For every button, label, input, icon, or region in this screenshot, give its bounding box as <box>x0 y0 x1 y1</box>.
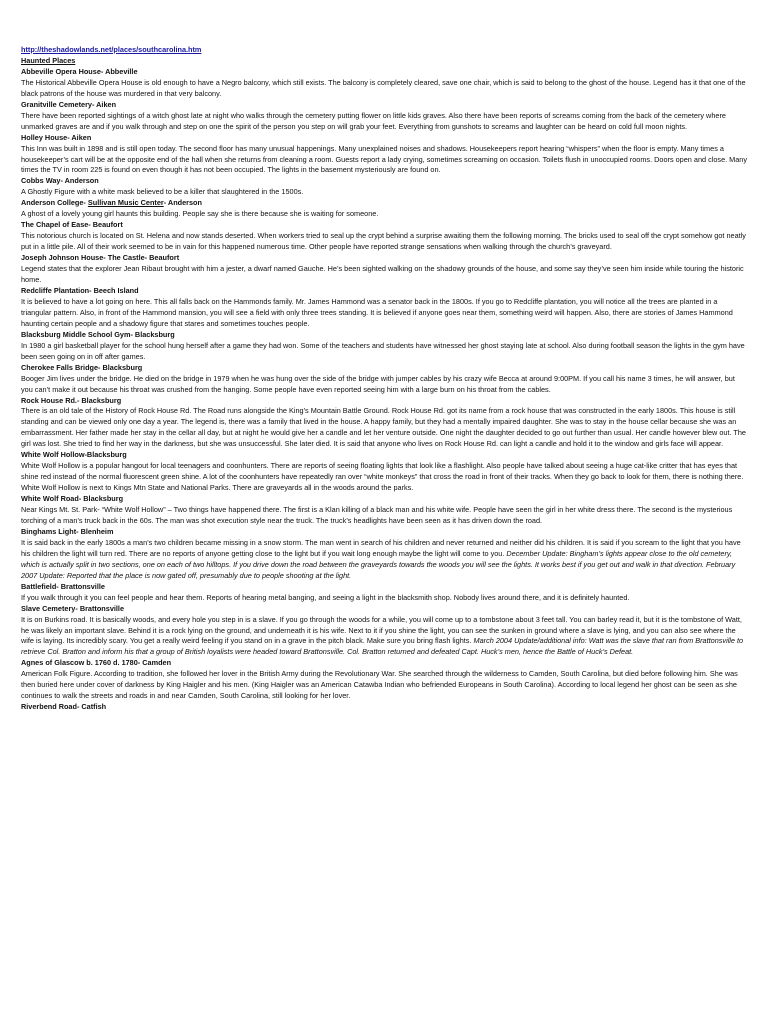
entry-title <box>21 658 748 669</box>
entry-body-text: There have been reported sightings of a witch ghost late at night who walks through the cemetery putting flower on little kids graves. Also there have been reports of screams coming from the back of the cemetery where unmarked graves are and if you walk through and step on one the spirit of the person you step on will grab your feet. Everything from gunshots to screams and laughter can be heard on cold full moon nights. <box>21 110 726 131</box>
source-url-link[interactable]: http://theshadowlands.net/places/southcarolina.htm <box>21 45 202 54</box>
entry-body <box>21 374 748 396</box>
entry-body-text: A Ghostly Figure with a white mask believed to be a killer that slaughtered in the 1500s. <box>21 187 304 197</box>
entry-title <box>21 702 748 713</box>
entry-body <box>21 669 748 702</box>
entry-title <box>21 220 748 231</box>
entry-body-text: It is believed to have a lot going on here. This all falls back on the Hammonds family. Mr. James Hammond was a senator back in the 1800s. If you go to Redcliffe plantation, you will notice all the trees are planted in a triangular pattern. Also, in front of the Hammond mansion, you will see a field with only three trees standing. It is believed if anyone goes near them, something weird will happen. Also, there are stories of James Hammond haunting certain people and a shadowy figure that stares and sometimes touches people. <box>21 296 733 328</box>
entry-title-text: Abbeville Opera House- Abbeville <box>21 66 138 76</box>
entry-title-link[interactable]: Sullivan Music Center <box>87 198 164 208</box>
entry-title <box>21 133 748 144</box>
entry-title-text: Rock House Rd.- Blacksburg <box>21 395 122 405</box>
entry-title <box>21 176 748 187</box>
entry-title <box>21 67 748 78</box>
entry-update-note: March 2004 Update/additional info: Watt was the slave that ran from Brattonsville to retrieve Col. Bratton and inform his that a group of British loyalists were headed toward Brattonsville. Col. Bratton returned and defeated Capt. Huck’s men, hence the Battle of Huck’s Defeat. <box>21 636 744 657</box>
entry-title-text: Cobbs Way- Anderson <box>21 176 99 186</box>
entry-body <box>21 264 748 286</box>
entry-body <box>21 593 748 604</box>
entry-title <box>21 330 748 341</box>
entry-title-text: Agnes of Glascow b. 1760 d. 1780- Camden <box>21 658 172 668</box>
entry-body-text: It is on Burkins road. It is basically woods, and every hole you step in is a slave. If you go through the woods for a while, you will come up to a tombstone about 3 feet tall. You can barley read it, but it is the tombstone of Watt, he was likely an important slave. Behind it is a rock lying on the ground, and underneath it is his wife. Next to it if you shine the light, you can see the sunken in ground where a slave is lying, and you can also see where the wife is laying. Its incredibly scary. You get a really weird feeling if you stand on in a grave in the pitch black. Make sure you bring flash lights. <box>21 614 742 646</box>
entry-title <box>21 253 748 264</box>
entry-body <box>21 538 748 582</box>
entry-body-text: The Historical Abbeville Opera House is old enough to have a Negro balcony, which still exists. The balcony is completely cleared, save one chair, which is said to belong to the ghost of the house. Legend has it that one of the black patrons of the house was murdered in that very balcony. <box>21 77 746 98</box>
entry-body-text: Near Kings Mt. St. Park- “White Wolf Hollow” – Two things have happened there. The first is a Klan killing of a black man and his white wife. People have seen the girl in her white dress there. The second is the mysterious torching of a man’s truck back in the 60s. The man was shot execution style near the truck. The truck’s headlights have been seen as it has driven down the road. <box>21 505 733 525</box>
entry-title-text: Anderson College- <box>21 198 88 208</box>
entry-body <box>21 505 748 527</box>
entry-title-text: White Wolf Road- Blacksburg <box>21 494 124 504</box>
section-heading: Haunted Places <box>21 55 76 65</box>
entry-title <box>21 494 748 505</box>
entry-title <box>21 582 748 593</box>
entry-body <box>21 461 748 494</box>
entry-title-text: Joseph Johnson House- The Castle- Beaufort <box>21 253 180 263</box>
entry-body-text: This notorious church is located on St. Helena and now stands deserted. When workers tried to seal up the crypt behind a surprise awaiting them the following morning. The bricks used to seal off the crypt somehow got neatly put in a little pile. All of their work seemed to be in vain for this happened numerous time. Other people have reported strange sensations when walking through the church’s graveyard. <box>21 231 746 252</box>
entry-body-text: White Wolf Hollow is a popular hangout for local teenagers and coonhunters. There are reports of seeing floating lights that look like a flashlight. Also people have talked about seeing a huge cat-like critter that has eyes that shine red instead of the normal fluorescent green shine. A lot of the coonhunters have repeatedly ran over “white monkeys” that cross the road in front of their tracks. When they go back to look for them, there is nothing there. White Wolf Hollow is next to Kings Mtn State and National Parks. There are graveyards all in the woods around the parks. <box>21 461 744 493</box>
entry-title <box>21 286 748 297</box>
entry-title-text: - Anderson <box>163 198 202 208</box>
entry-title <box>21 450 748 461</box>
entry-title-text: White Wolf Hollow-Blacksburg <box>21 450 127 460</box>
entry-body-text: This Inn was built in 1898 and is still open today. The second floor has many unusual happenings. Many unexplained noises and shadows. Housekeepers report hearing “whispers” when the floor is empty. Many times a housekeeper’s cart will be at the opposite end of the hall when she returns from cleaning a room. Guests report a lady crying, sometimes screaming on occasion. Toilets flush in unoccupied rooms. Doors open and close. Many times the TV in room 225 is found on even though it has not been occupied. The lights in the basement mysteriously are found on. <box>21 143 748 175</box>
entry-body-text: Legend states that the explorer Jean Ribaut brought with him a jester, a dwarf named Gauche. He’s been sighted walking on the shadowy grounds of the house, and some say they’ve seen him inside while touring the historic home. <box>21 264 744 285</box>
entry-title-text: Granitville Cemetery- Aiken <box>21 99 117 109</box>
entry-body <box>21 341 748 363</box>
entry-title-text: Cherokee Falls Bridge- Blacksburg <box>21 362 143 372</box>
entry-body-text: There is an old tale of the History of Rock House Rd. The Road runs alongside the King’s Mountain Battle Ground. Rock House Rd. got its name from a rock house that was constructed in the early 1800s. This house is still standing and can be viewed only one day a year. The legend is, there was a family that lived in the house. A happy family, but they had a mentally impaired daughter. She was to stay in the house cellar because she was an embarrassment. Her father made her stay in the cellar all day, but at night he would give her a candle and let her venture outside. One night the daughter decided to go out further than usual. Her candle however blew out. The girl was lost. She tried to find her way in the darkness, but she was unsuccessful. She later died. It is said that anyone who lives on Rock House Rd. can light a candle and hold it to the window and girls face will appear. <box>21 406 746 449</box>
entry-body <box>21 209 748 220</box>
entry-body-text: A ghost of a lovely young girl haunts this building. People say she is there because she is waiting for someone. <box>21 209 379 219</box>
entry-title <box>21 604 748 615</box>
entry-title <box>21 100 748 111</box>
entry-update-note: December Update: Bingham’s lights appear close to the old cemetery, which is actually split in two sections, one on each of two hilltops. If you drive down the road between the graveyards towards the woods you will see the lights. It works best if you get out and walk in that direction. February 2007 Update: Reported that the place is now gated off, presumably due to people shooting at the light. <box>21 548 736 580</box>
entry-title-text: Holley House- Aiken <box>21 132 92 142</box>
entry-title <box>21 363 748 374</box>
entry-body-text: If you walk through it you can feel people and hear them. Reports of hearing metal banging, and seeing a light in the blacksmith shop. Nobody lives around there, and it is definitely haunted. <box>21 592 630 602</box>
entry-body-text: Booger Jim lives under the bridge. He died on the bridge in 1979 when he was hung over the side of the bridge with jumper cables by his crazy wife Becca at around 9:00PM. If you call his name 3 times, he will answer, but you can’t make it out because his throat was crushed from the hanging. Some people have even reported seeing him with a large burn on his throat from the cables. <box>21 373 735 394</box>
entries-list <box>21 67 748 713</box>
entry-title <box>21 198 748 209</box>
entry-body-text: American Folk Figure. According to tradition, she followed her lover in the British Army during the Revolutionary War. She searched through the wilderness to Camden, South Carolina, but died before following him. She was then buried here under cover of darkness by King Haigler and his men. (King Haigler was an American Catawba Indian who befriended Europeans in South Carolina). According to local legend her ghost can be seen as she continues to walk the streets and roads in and near Camden, South Carolina, still looking for her lover. <box>21 669 738 701</box>
entry-body <box>21 231 748 253</box>
entry-title <box>21 396 748 407</box>
entry-body <box>21 406 748 450</box>
entry-body <box>21 111 748 133</box>
entry-title-text: Riverbend Road- Catfish <box>21 702 107 712</box>
entry-body <box>21 187 748 198</box>
entry-title-text: Blacksburg Middle School Gym- Blacksburg <box>21 329 175 339</box>
entry-body-text: It is said back in the early 1800s a man’s two children became missing in a snow storm. The man went in search of his children and never returned and neither did his children. It is said if you scream to the light that you have his children the light will turn red. There are no reports of anyone getting close to the light but if you wait long enough maybe the light will come to you. <box>21 537 741 558</box>
entry-title-text: Battlefield- Brattonsville <box>21 581 105 591</box>
entry-body <box>21 615 748 659</box>
entry-body-text: In 1980 a girl basketball player for the school hung herself after a game they had won. Some of the teachers and students have witnessed her ghost staying late at school. Also during football season the lights in the gym have been seen going on in off after games. <box>21 340 745 361</box>
entry-title-text: Binghams Light- Blenheim <box>21 526 114 536</box>
entry-title-text: Slave Cemetery- Brattonsville <box>21 603 125 613</box>
entry-title <box>21 527 748 538</box>
entry-title-text: Redcliffe Plantation- Beech Island <box>21 285 139 295</box>
entry-title-text: The Chapel of Ease- Beaufort <box>21 220 123 230</box>
entry-body <box>21 78 748 100</box>
entry-body <box>21 144 748 177</box>
entry-body <box>21 297 748 330</box>
